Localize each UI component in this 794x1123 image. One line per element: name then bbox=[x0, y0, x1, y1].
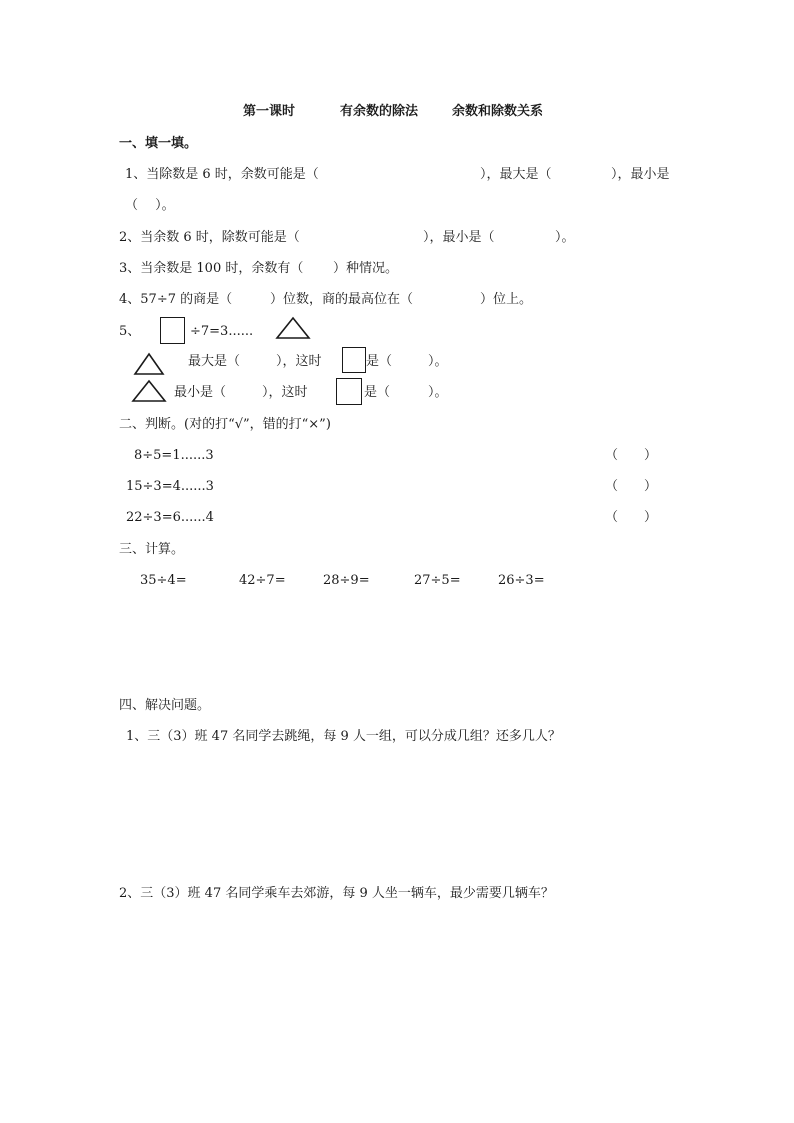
judge-item-1: 8÷5=1......3 bbox=[134, 448, 214, 463]
q5-min-then: ），这时 bbox=[262, 385, 308, 400]
judge-bracket-3: （ ） bbox=[605, 510, 658, 525]
q2-part-b: ），最小是（ bbox=[423, 230, 495, 245]
calc-item-2: 42÷7= bbox=[239, 573, 286, 588]
section1-heading: 一、填一填。 bbox=[119, 136, 198, 151]
q4-part-b: ）位数，商的最高位在（ bbox=[270, 292, 414, 307]
q3-part-a: 3、当余数是 100 时，余数有（ bbox=[119, 261, 304, 276]
q3-part-b: ）种情况。 bbox=[333, 261, 399, 276]
q1-part-c: ），最小是 bbox=[611, 167, 670, 182]
square-shape bbox=[336, 378, 362, 405]
q4-part-a: 4、57÷7 的商是（ bbox=[119, 292, 233, 307]
triangle-shape bbox=[132, 380, 166, 402]
subtopic-title: 余数和除数关系 bbox=[452, 104, 544, 119]
judge-item-2: 15÷3=4......3 bbox=[126, 479, 214, 494]
q5-number: 5、 bbox=[119, 324, 141, 339]
section4-heading: 四、解决问题。 bbox=[119, 698, 211, 713]
calc-item-5: 26÷3= bbox=[498, 573, 545, 588]
lesson-title: 第一课时 bbox=[243, 104, 296, 119]
q5-max-is: 是（ bbox=[366, 354, 393, 369]
square-shape bbox=[160, 317, 185, 344]
problem-1: 1、三（3）班 47 名同学去跳绳，每 9 人一组，可以分成几组？还多几人？ bbox=[126, 729, 561, 744]
q5-max-then: ），这时 bbox=[276, 354, 322, 369]
q5-max-end: ）。 bbox=[428, 354, 448, 369]
q2-part-c: ）。 bbox=[555, 230, 575, 245]
q5-min-is: 是（ bbox=[364, 385, 391, 400]
q5-max-label: 最大是（ bbox=[188, 354, 241, 369]
triangle-shape bbox=[134, 353, 164, 375]
q1-part-b: ），最大是（ bbox=[480, 167, 552, 182]
section3-heading: 三、计算。 bbox=[119, 542, 185, 557]
q4-part-c: ）位上。 bbox=[480, 292, 533, 307]
q5-equation: ÷7=3...... bbox=[190, 324, 254, 339]
calc-item-4: 27÷5= bbox=[414, 573, 461, 588]
triangle-shape bbox=[276, 317, 310, 339]
square-shape bbox=[342, 347, 366, 373]
q5-min-end: ）。 bbox=[428, 385, 448, 400]
q5-min-label: 最小是（ bbox=[174, 385, 227, 400]
q1-part-d: （ ）。 bbox=[125, 198, 175, 213]
judge-bracket-1: （ ） bbox=[605, 448, 658, 463]
judge-item-3: 22÷3=6......4 bbox=[126, 510, 214, 525]
topic-title: 有余数的除法 bbox=[340, 104, 419, 119]
calc-item-1: 35÷4= bbox=[140, 573, 187, 588]
judge-bracket-2: （ ） bbox=[605, 479, 658, 494]
calc-item-3: 28÷9= bbox=[323, 573, 370, 588]
problem-2: 2、三（3）班 47 名同学乘车去郊游，每 9 人坐一辆车，最少需要几辆车？ bbox=[119, 886, 554, 901]
q2-part-a: 2、当余数 6 时，除数可能是（ bbox=[119, 230, 300, 245]
section2-heading: 二、判断。(对的打“√”，错的打“×”) bbox=[119, 417, 331, 432]
q1-part-a: 1、当除数是 6 时，余数可能是（ bbox=[125, 167, 319, 182]
